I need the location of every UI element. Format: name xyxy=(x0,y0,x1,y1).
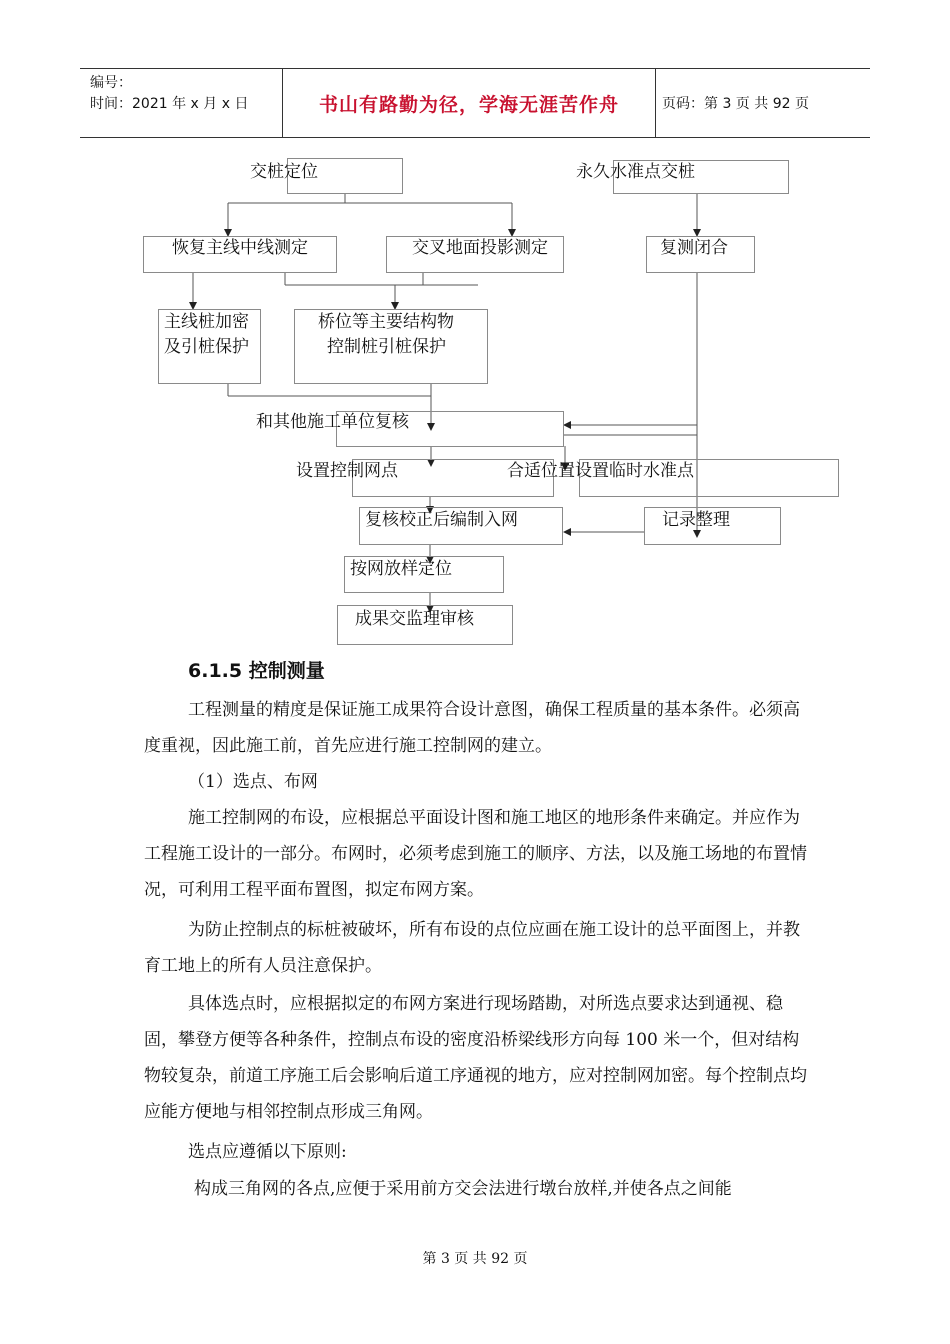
flow-label-bridge-control-1: 桥位等主要结构物 xyxy=(318,312,454,332)
doc-time-label: 时间：2021 年 x 月 x 日 xyxy=(90,96,249,112)
paragraph-7 xyxy=(144,1171,808,1207)
paragraph-3 xyxy=(144,800,808,908)
paragraph-1-text: 工程测量的精度是保证施工成果符合设计意图，确保工程质量的基本条件。必须高度重视，因此施工前，首先应进行施工控制网的建立。 xyxy=(144,700,800,756)
flow-label-joint-review: 和其他施工单位复核 xyxy=(256,412,409,432)
flow-label-recheck-closure: 复测闭合 xyxy=(660,238,728,258)
paragraph-1 xyxy=(144,692,808,764)
page-footer: 第 3 页 共 92 页 xyxy=(422,1251,528,1267)
flow-label-temp-benchmark: 合适位置设置临时水准点 xyxy=(507,461,694,481)
flow-label-stake-positioning: 交桩定位 xyxy=(250,162,318,182)
paragraph-5-text: 具体选点时，应根据拟定的布网方案进行现场踏勘，对所选点要求达到通视、稳固，攀登方便等各种条件，控制点布设的密度沿桥梁线形方向每 100 米一个，但对结构物较复杂，前道工序施工后会影响后道工序通视的地方，应对控制网加密。每个控制点均应能方便地与相邻控制点形成三角网。 xyxy=(144,994,807,1122)
flow-label-crossing-projection: 交叉地面投影测定 xyxy=(412,238,548,258)
flow-label-record-sort: 记录整理 xyxy=(662,510,730,530)
doc-number-label: 编号： xyxy=(90,75,132,91)
paragraph-6-text: 选点应遵循以下原则: xyxy=(188,1142,347,1162)
header-page-info: 页码：第 3 页 共 92 页 xyxy=(662,96,809,112)
paragraph-3-text: 施工控制网的布设，应根据总平面设计图和施工地区的地形条件来确定。并应作为工程施工设计的一部分。布网时，必须考虑到施工的顺序、方法，以及施工场地的布置情况，可利用工程平面布置图，拟定布网方案。 xyxy=(144,808,807,900)
flow-label-staking-out: 按网放样定位 xyxy=(350,559,452,579)
flow-label-benchmark-handover: 永久水准点交桩 xyxy=(576,162,695,182)
section-heading: 6.1.5 控制测量 xyxy=(188,660,325,682)
paragraph-2-text: （1）选点、布网 xyxy=(188,772,318,792)
paragraph-7-text: 构成三角网的各点,应便于采用前方交会法进行墩台放样,并使各点之间能 xyxy=(194,1179,732,1199)
flow-label-supervisor-review: 成果交监理审核 xyxy=(355,609,474,629)
flow-label-mainline-stake-2: 及引桩保护 xyxy=(164,337,249,357)
paragraph-4-text: 为防止控制点的标桩被破坏，所有布设的点位应画在施工设计的总平面图上，并教育工地上的所有人员注意保护。 xyxy=(144,920,800,976)
flow-label-network-compile: 复核校正后编制入网 xyxy=(365,510,518,530)
paragraph-2 xyxy=(144,764,808,800)
paragraph-4 xyxy=(144,912,808,984)
flow-label-control-points: 设置控制网点 xyxy=(296,461,398,481)
flow-label-bridge-control-2: 控制桩引桩保护 xyxy=(327,337,446,357)
paragraph-6 xyxy=(144,1134,808,1170)
flow-label-centerline-restore: 恢复主线中线测定 xyxy=(172,238,308,258)
paragraph-5 xyxy=(144,986,808,1130)
flow-label-mainline-stake-1: 主线桩加密 xyxy=(164,312,249,332)
header-motto: 书山有路勤为径，学海无涯苦作舟 xyxy=(318,93,619,116)
